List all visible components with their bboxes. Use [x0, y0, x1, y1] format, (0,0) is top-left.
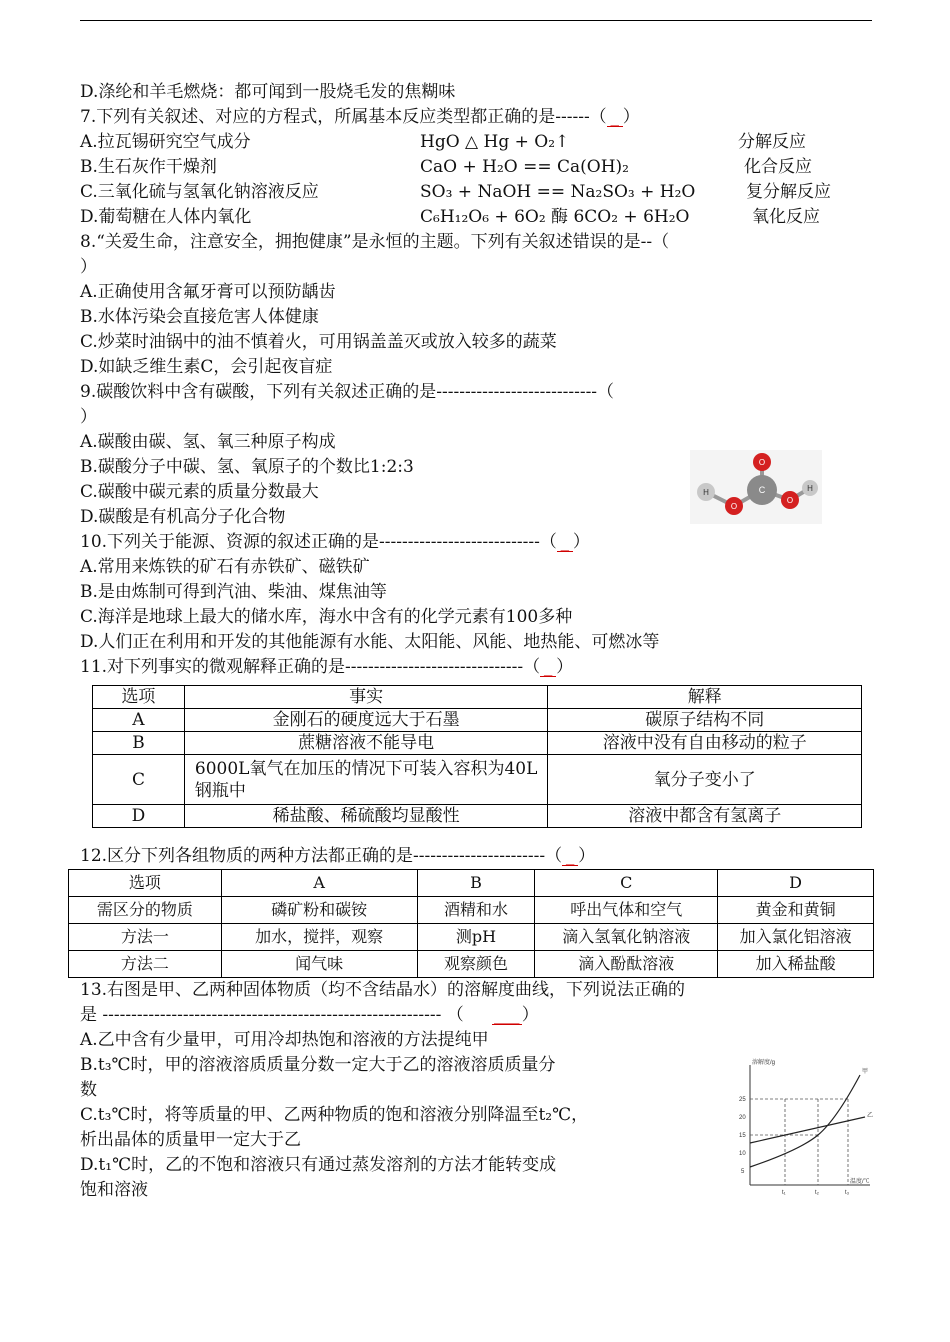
- q10-option-b: B.是由炼制可得到汽油、柴油、煤焦油等: [80, 582, 387, 602]
- q8-option-d: D.如缺乏维生素C，会引起夜盲症: [80, 357, 333, 377]
- svg-text:C: C: [758, 485, 766, 495]
- svg-text:甲: 甲: [862, 1069, 869, 1075]
- svg-text:O: O: [730, 502, 738, 511]
- q9-option-c: C.碳酸中碳元素的质量分数最大: [80, 482, 319, 502]
- q8-option-a: A.正确使用含氟牙膏可以预防龋齿: [80, 282, 336, 302]
- table-row: D 稀盐酸、稀硫酸均显酸性 溶液中都含有氢离子: [93, 805, 862, 828]
- table-row: 方法一 加水，搅拌，观察 测pH 滴入氢氧化钠溶液 加入氯化铝溶液: [69, 924, 874, 951]
- solubility-curve-graph: [730, 1055, 880, 1195]
- q13-stem-line2: 是 ----------------------------------------------------------- （ ___ ）: [80, 1005, 539, 1025]
- q7-answer-blank[interactable]: _: [607, 108, 623, 127]
- svg-text:O: O: [786, 496, 794, 505]
- q13-answer-blank[interactable]: ___: [492, 1006, 522, 1025]
- svg-text:H: H: [807, 484, 813, 493]
- q9-option-b: B.碳酸分子中碳、氢、氧原子的个数比1:2:3: [80, 457, 414, 477]
- q13-stem-line1: 13.右图是甲、乙两种固体物质（均不含结晶水）的溶解度曲线，下列说法正确的: [80, 980, 686, 1000]
- q11-stem: 11.对下列事实的微观解释正确的是-------------------------------（ _ ）: [80, 657, 574, 677]
- svg-text:15: 15: [739, 1133, 746, 1139]
- table-row: C 6000L氧气在加压的情况下可装入容积为40L钢瓶中 氧分子变小了: [93, 755, 862, 805]
- q13-option-d: D.t₁℃时，乙的不饱和溶液只有通过蒸发溶剂的方法才能转变成: [80, 1155, 557, 1175]
- q13-option-c-cont: 析出晶体的质量甲一定大于乙: [80, 1130, 301, 1150]
- svg-text:溶解度/g: 溶解度/g: [752, 1060, 776, 1066]
- q13-option-c: C.t₃℃时，将等质量的甲、乙两种物质的饱和溶液分别降温至t₂℃，: [80, 1105, 589, 1125]
- svg-text:10: 10: [739, 1151, 746, 1157]
- q8-stem: 8.“关爱生命，注意安全，拥抱健康”是永恒的主题。下列有关叙述错误的是--（: [80, 232, 670, 252]
- q10-option-c: C.海洋是地球上最大的储水库，海水中含有的化学元素有100多种: [80, 607, 573, 627]
- table-row: 方法二 闻气味 观察颜色 滴入酚酞溶液 加入稀盐酸: [69, 951, 874, 978]
- table-row: A 金刚石的硬度远大于石墨 碳原子结构不同: [93, 709, 862, 732]
- svg-text:乙: 乙: [867, 1113, 874, 1119]
- q11-answer-blank[interactable]: _: [540, 658, 556, 677]
- q13-option-b: B.t₃℃时，甲的溶液溶质质量分数一定大于乙的溶液溶质质量分: [80, 1055, 556, 1075]
- q10-answer-blank[interactable]: _: [557, 533, 573, 552]
- q8-option-c: C.炒菜时油锅中的油不慎着火，可用锅盖盖灭或放入较多的蔬菜: [80, 332, 557, 352]
- q8-option-b: B.水体污染会直接危害人体健康: [80, 307, 319, 327]
- table-header-row: 选项 A B C D: [69, 870, 874, 897]
- q12-stem: 12.区分下列各组物质的两种方法都正确的是-----------------------（ _ ）: [80, 846, 596, 866]
- svg-text:H: H: [703, 488, 709, 497]
- q11-table: [92, 685, 862, 828]
- q7-option-d: D.葡萄糖在人体内氧化 C₆H₁₂O₆ + 6O₂ 酶 6CO₂ + 6H₂O 氧化反应: [80, 205, 872, 230]
- q7-equation-c: SO₃ + NaOH == Na₂SO₃ + H₂O: [420, 182, 696, 202]
- svg-text:20: 20: [739, 1115, 746, 1121]
- q10-stem: 10.下列关于能源、资源的叙述正确的是----------------------------（ _ ）: [80, 532, 590, 552]
- q7-equation-d: C₆H₁₂O₆ + 6O₂ 酶 6CO₂ + 6H₂O: [420, 207, 690, 227]
- q12-answer-blank[interactable]: _: [562, 847, 578, 866]
- q12-table: [68, 869, 874, 978]
- q9-option-d: D.碳酸是有机高分子化合物: [80, 507, 286, 527]
- svg-text:5: 5: [741, 1169, 745, 1175]
- q8-close: ）: [80, 257, 97, 277]
- q9-close: ）: [80, 407, 97, 427]
- svg-text:温度/℃: 温度/℃: [850, 1179, 870, 1185]
- q9-stem: 9.碳酸饮料中含有碳酸，下列有关叙述正确的是----------------------------（: [80, 382, 615, 402]
- curve-jia: [750, 1075, 860, 1167]
- header-rule: [80, 20, 872, 21]
- q7-equation-a: HgO △ Hg + O₂↑: [420, 132, 570, 152]
- svg-text:O: O: [758, 458, 766, 467]
- q10-option-a: A.常用来炼铁的矿石有赤铁矿、磁铁矿: [80, 557, 370, 577]
- table-header-row: 选项 事实 解释: [93, 686, 862, 709]
- table-row: B 蔗糖溶液不能导电 溶液中没有自由移动的粒子: [93, 732, 862, 755]
- q7-option-b: B.生石灰作干燥剂 CaO + H₂O == Ca(OH)₂ 化合反应: [80, 155, 872, 180]
- carbonic-acid-molecule-image: [690, 450, 822, 524]
- q7-option-a: A.拉瓦锡研究空气成分 HgO △ Hg + O₂↑ 分解反应: [80, 130, 872, 155]
- q13-option-a: A.乙中含有少量甲，可用冷却热饱和溶液的方法提纯甲: [80, 1030, 489, 1050]
- svg-text:t₁: t₁: [782, 1190, 786, 1195]
- q13-option-d-cont: 饱和溶液: [80, 1180, 148, 1200]
- svg-text:25: 25: [739, 1097, 746, 1103]
- q13-option-b-cont: 数: [80, 1080, 97, 1100]
- q9-option-a: A.碳酸由碳、氢、氧三种原子构成: [80, 432, 336, 452]
- svg-text:t₂: t₂: [815, 1190, 819, 1195]
- svg-text:t₃: t₃: [845, 1190, 850, 1195]
- q10-option-d: D.人们正在利用和开发的其他能源有水能、太阳能、风能、地热能、可燃冰等: [80, 632, 660, 652]
- q7-option-c: C.三氧化硫与氢氧化钠溶液反应 SO₃ + NaOH == Na₂SO₃ + H₂O 复分解反应: [80, 180, 872, 205]
- exam-page: [80, 80, 874, 1200]
- q6-option-d: D.涤纶和羊毛燃烧：都可闻到一股烧毛发的焦糊味: [80, 82, 456, 102]
- q7-equation-b: CaO + H₂O == Ca(OH)₂: [420, 157, 629, 177]
- table-row: 需区分的物质 磷矿粉和碳铵 酒精和水 呼出气体和空气 黄金和黄铜: [69, 897, 874, 924]
- q7-stem: 7.下列有关叙述、对应的方程式，所属基本反应类型都正确的是------（ _ ）: [80, 107, 640, 127]
